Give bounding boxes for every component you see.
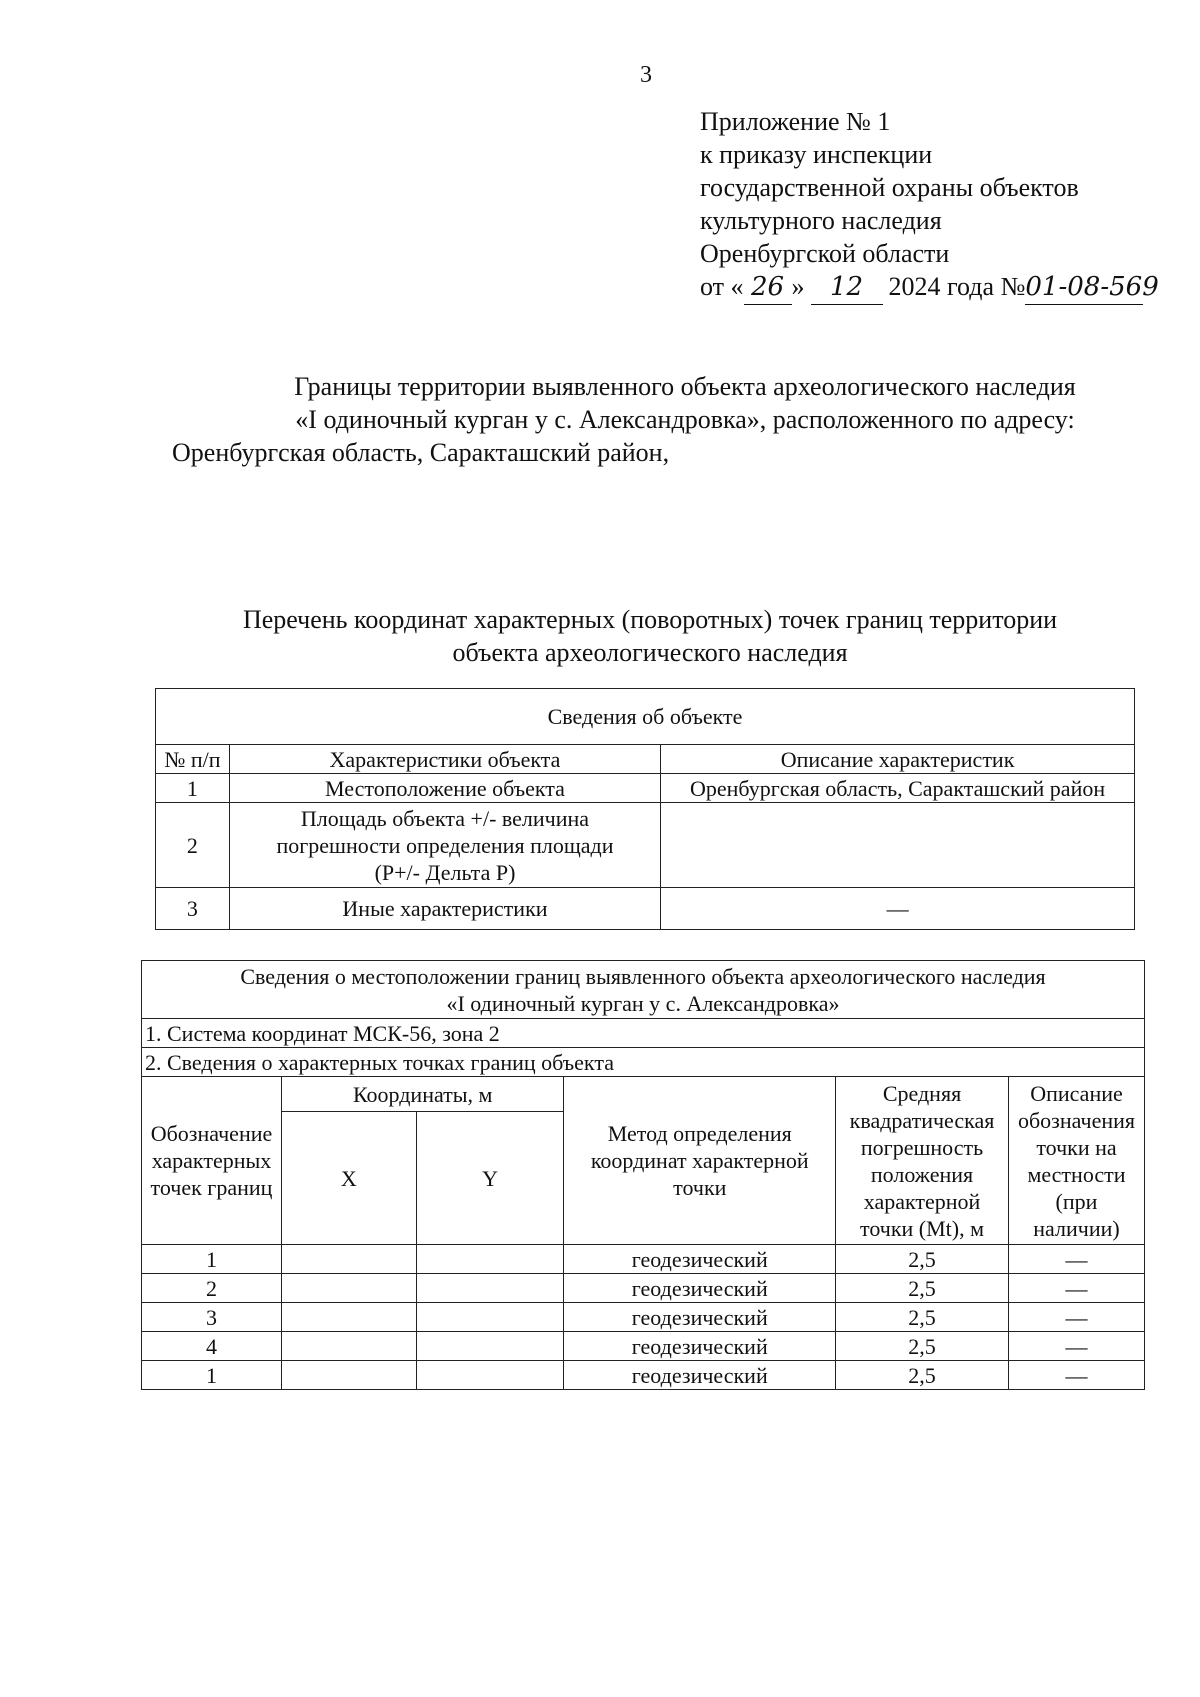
table-row: [142, 1303, 1145, 1332]
point-number: 3: [142, 1303, 282, 1332]
coordinate-x: [281, 1332, 416, 1361]
coordinate-y: [416, 1332, 564, 1361]
title-line: Границы территории выявленного объекта археологического наследия: [294, 372, 1076, 401]
coordinate-system: 1. Система координат МСК-56, зона 2: [142, 1019, 1145, 1048]
point-description: —: [1008, 1361, 1144, 1390]
date-prefix: от «: [700, 272, 744, 301]
method: геодезический: [564, 1274, 836, 1303]
appendix-date-line: [700, 270, 1159, 305]
mean-error: 2,5: [836, 1361, 1009, 1390]
title-line: «I одиночный курган у с. Александровка», расположенного по адресу:: [295, 405, 1075, 434]
point-description: —: [1008, 1332, 1144, 1361]
coordinate-x: [281, 1303, 416, 1332]
table-row: [142, 1332, 1145, 1361]
points-section-title: 2. Сведения о характерных точках границ объекта: [142, 1048, 1145, 1077]
handwritten-day: 26: [744, 271, 792, 305]
coordinate-x: [281, 1361, 416, 1390]
point-description: —: [1008, 1245, 1144, 1274]
appendix-line: культурного наследия: [700, 206, 942, 235]
list-title-line: Перечень координат характерных (поворотных) точек границ территории: [242, 605, 1058, 634]
column-header: Характеристики объекта: [229, 745, 660, 774]
characteristic: Площадь объекта +/- величина погрешности определения площади (Р+/- Дельта Р): [229, 803, 660, 888]
coordinate-y: [416, 1361, 564, 1390]
mean-error: 2,5: [836, 1274, 1009, 1303]
mean-error: 2,5: [836, 1245, 1009, 1274]
column-header: Описание характеристик: [661, 745, 1135, 774]
coordinate-y: [416, 1303, 564, 1332]
column-header: Метод определения координат характерной точки: [564, 1077, 836, 1245]
document-title: [150, 370, 1150, 469]
column-header: Описание обозначения точки на местности (при наличии): [1008, 1077, 1144, 1245]
row-number: 1: [156, 774, 230, 803]
mean-error: 2,5: [836, 1303, 1009, 1332]
column-header: Y: [416, 1112, 564, 1245]
column-header: Обозначение характерных точек границ: [142, 1077, 282, 1245]
table-row: [142, 1361, 1145, 1390]
method: геодезический: [564, 1332, 836, 1361]
table-row: [156, 803, 1135, 888]
header-line: «I одиночный курган у с. Александровка»: [446, 990, 840, 1016]
point-number: 4: [142, 1332, 282, 1361]
coordinate-y: [416, 1245, 564, 1274]
characteristic-description: Оренбургская область, Саракташский район: [661, 774, 1135, 803]
list-title: [150, 603, 1150, 669]
boundary-points-table: [141, 960, 1145, 1390]
point-number: 2: [142, 1274, 282, 1303]
table-header: Сведения об объекте: [156, 689, 1135, 745]
row-number: 3: [156, 888, 230, 930]
column-header: № п/п: [156, 745, 230, 774]
method: геодезический: [564, 1245, 836, 1274]
characteristic-description: [661, 803, 1135, 888]
appendix-line: Оренбургской области: [700, 239, 950, 268]
point-description: —: [1008, 1303, 1144, 1332]
appendix-line: Приложение № 1: [700, 107, 891, 136]
characteristic-description: —: [661, 888, 1135, 930]
appendix-line: к приказу инспекции: [700, 140, 933, 169]
title-line: Оренбургская область, Саракташский район,: [172, 438, 670, 467]
characteristic: Иные характеристики: [229, 888, 660, 930]
table-row: [142, 1245, 1145, 1274]
point-number: 1: [142, 1245, 282, 1274]
coordinate-x: [281, 1245, 416, 1274]
table-row: [156, 888, 1135, 930]
column-header: Координаты, м: [281, 1077, 564, 1112]
appendix-line: государственной охраны объектов: [700, 173, 1079, 202]
coordinate-y: [416, 1274, 564, 1303]
point-description: —: [1008, 1274, 1144, 1303]
appendix-block: [700, 105, 1159, 305]
handwritten-month: 12: [811, 271, 883, 305]
object-info-table: [155, 688, 1135, 930]
row-number: 2: [156, 803, 230, 888]
point-number: 1: [142, 1361, 282, 1390]
list-title-line: объекта археологического наследия: [452, 638, 848, 667]
coordinate-x: [281, 1274, 416, 1303]
table-row: [156, 774, 1135, 803]
method: геодезический: [564, 1361, 836, 1390]
table-row: [142, 1274, 1145, 1303]
characteristic: Местоположение объекта: [229, 774, 660, 803]
date-year-text: 2024 года №: [888, 272, 1026, 301]
mean-error: 2,5: [836, 1332, 1009, 1361]
method: геодезический: [564, 1303, 836, 1332]
handwritten-order-number: 01-08-569: [1025, 271, 1143, 305]
header-line: Сведения о местоположении границ выявленного объекта археологического наследия: [240, 963, 1046, 989]
column-header: Средняя квадратическая погрешность положения характерной точки (Mt), м: [836, 1077, 1009, 1245]
column-header: X: [281, 1112, 416, 1245]
date-mid: »: [791, 272, 805, 301]
page-number: 3: [640, 62, 652, 88]
table-header: [142, 961, 1145, 1019]
